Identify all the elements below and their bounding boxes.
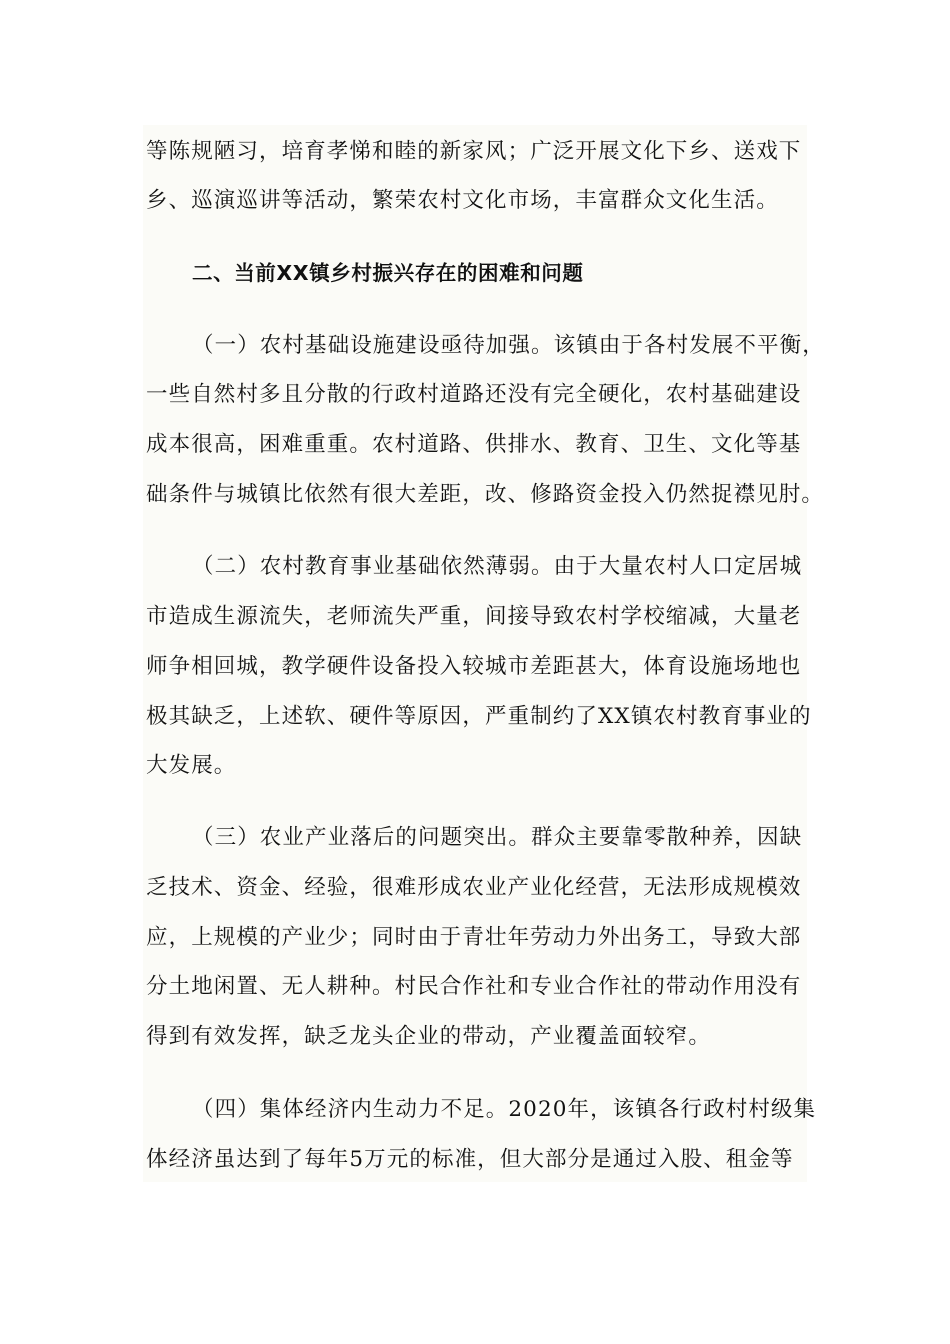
section-heading: 二、当前XX镇乡村振兴存在的困难和问题 [192,261,584,285]
text-line: 一些自然村多且分散的行政村道路还没有完全硬化，农村基础建设 [146,382,802,407]
text-line: 分土地闲置、无人耕种。村民合作社和专业合作社的带动作用没有 [146,974,802,999]
text-line: （三）农业产业落后的问题突出。群众主要靠零散种养，因缺 [192,825,803,850]
text-line: 师争相回城，教学硬件设备投入较城市差距甚大，体育设施场地也 [146,654,802,679]
text-line: 成本很高，困难重重。农村道路、供排水、教育、卫生、文化等基 [146,432,802,457]
text-line: 极其缺乏，上述软、硬件等原因，严重制约了XX镇农村教育事业的 [146,704,812,729]
text-line: 础条件与城镇比依然有很大差距，改、修路资金投入仍然捉襟见肘。 [146,482,825,507]
text-line: 乏技术、资金、经验，很难形成农业产业化经营，无法形成规模效 [146,875,802,900]
text-line: 应，上规模的产业少；同时由于青壮年劳动力外出务工，导致大部 [146,925,802,950]
text-line: （二）农村教育事业基础依然薄弱。由于大量农村人口定居城 [192,554,803,579]
text-line: 大发展。 [146,753,237,778]
text-line: （一）农村基础设施建设亟待加强。该镇由于各村发展不平衡， [192,333,825,358]
text-line: 乡、巡演巡讲等活动，繁荣农村文化市场，丰富群众文化生活。 [146,188,779,213]
text-line: 市造成生源流失，老师流失严重，间接导致农村学校缩减，大量老 [146,604,802,629]
text-line: 体经济虽达到了每年5万元的标准，但大部分是通过入股、租金等 [146,1147,794,1172]
text-line: （四）集体经济内生动力不足。2020年，该镇各行政村村级集 [192,1097,817,1122]
text-line: 等陈规陋习，培育孝悌和睦的新家风；广泛开展文化下乡、送戏下 [146,139,802,164]
text-line: 得到有效发挥，缺乏龙头企业的带动，产业覆盖面较窄。 [146,1024,712,1049]
